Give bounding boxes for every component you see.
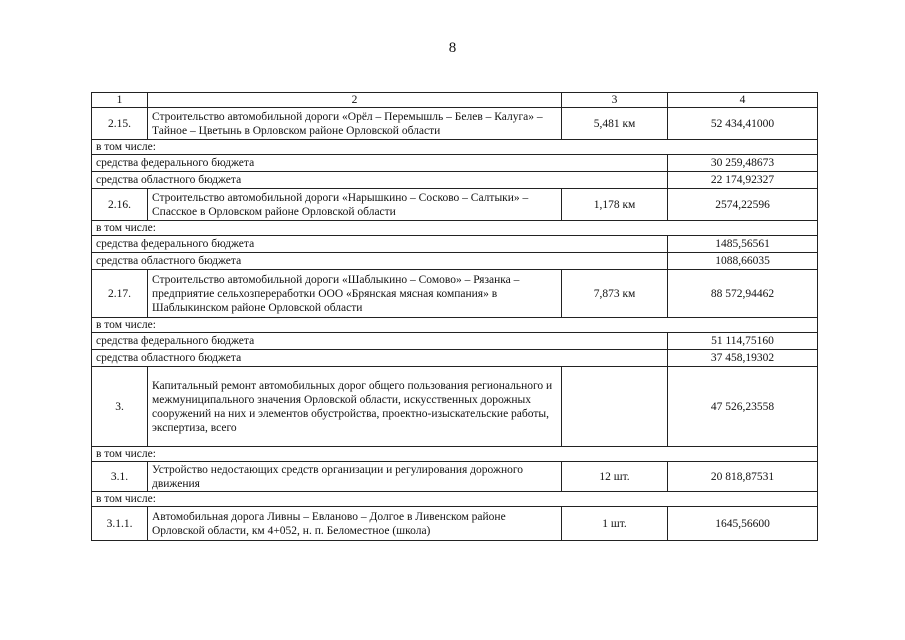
item-amount: 47 526,23558 — [668, 367, 818, 447]
item-quantity: 1,178 км — [562, 189, 668, 221]
item-amount: 88 572,94462 — [668, 270, 818, 318]
in-that-number-label: в том числе: — [92, 318, 818, 333]
funding-source-amount: 30 259,48673 — [668, 155, 818, 172]
column-header: 1 — [92, 93, 148, 108]
item-number: 2.15. — [92, 108, 148, 140]
subtotal-note-row — [92, 221, 818, 236]
funding-source-amount: 51 114,75160 — [668, 333, 818, 350]
item-row — [92, 462, 818, 492]
item-description: Строительство автомобильной дороги «Нарышкино – Сосково – Салтыки» – Спасское в Орловском районе Орловской области — [148, 189, 562, 221]
in-that-number-label: в том числе: — [92, 140, 818, 155]
item-quantity — [562, 367, 668, 447]
item-amount: 20 818,87531 — [668, 462, 818, 492]
funding-source-amount: 1485,56561 — [668, 236, 818, 253]
item-description: Строительство автомобильной дороги «Шаблыкино – Сомово» – Рязанка – предприятие сельхозпереработки ООО «Брянская мясная компания» в Шаблыкинском районе Орловской области — [148, 270, 562, 318]
item-quantity: 7,873 км — [562, 270, 668, 318]
item-quantity: 1 шт. — [562, 507, 668, 541]
funding-source-label: средства федерального бюджета — [92, 236, 668, 253]
item-amount: 1645,56600 — [668, 507, 818, 541]
item-description: Автомобильная дорога Ливны – Евланово – Долгое в Ливенском районе Орловской области, км 4+052, н. п. Беломестное (школа) — [148, 507, 562, 541]
item-amount: 52 434,41000 — [668, 108, 818, 140]
item-row — [92, 270, 818, 318]
in-that-number-label: в том числе: — [92, 492, 818, 507]
column-header: 2 — [148, 93, 562, 108]
funding-source-row — [92, 155, 818, 172]
item-description: Капитальный ремонт автомобильных дорог общего пользования регионального и межмуниципального значения Орловской области, искусственных дорожных сооружений на них и элементов обустройства, проектно-изыскательские работы, экспертиза, всего — [148, 367, 562, 447]
item-row — [92, 189, 818, 221]
funding-source-label: средства федерального бюджета — [92, 155, 668, 172]
in-that-number-label: в том числе: — [92, 447, 818, 462]
funding-source-label: средства областного бюджета — [92, 172, 668, 189]
column-header: 3 — [562, 93, 668, 108]
funding-source-label: средства областного бюджета — [92, 350, 668, 367]
item-description: Строительство автомобильной дороги «Орёл – Перемышль – Белев – Калуга» – Тайное – Цветынь в Орловском районе Орловской области — [148, 108, 562, 140]
funding-source-label: средства областного бюджета — [92, 253, 668, 270]
funding-source-row — [92, 253, 818, 270]
subtotal-note-row — [92, 492, 818, 507]
funding-source-row — [92, 236, 818, 253]
item-row — [92, 367, 818, 447]
item-quantity: 5,481 км — [562, 108, 668, 140]
funding-source-amount: 37 458,19302 — [668, 350, 818, 367]
item-quantity: 12 шт. — [562, 462, 668, 492]
item-number: 3.1. — [92, 462, 148, 492]
item-row — [92, 108, 818, 140]
subtotal-note-row — [92, 318, 818, 333]
funding-source-row — [92, 172, 818, 189]
item-description: Устройство недостающих средств организации и регулирования дорожного движения — [148, 462, 562, 492]
subtotal-note-row — [92, 140, 818, 155]
item-number: 2.16. — [92, 189, 148, 221]
column-header: 4 — [668, 93, 818, 108]
funding-source-row — [92, 333, 818, 350]
item-row — [92, 507, 818, 541]
table-header-row — [92, 93, 818, 108]
item-number: 3. — [92, 367, 148, 447]
page-number: 8 — [448, 40, 457, 56]
item-amount: 2574,22596 — [668, 189, 818, 221]
budget-table — [91, 92, 818, 541]
funding-source-row — [92, 350, 818, 367]
funding-source-label: средства федерального бюджета — [92, 333, 668, 350]
funding-source-amount: 22 174,92327 — [668, 172, 818, 189]
in-that-number-label: в том числе: — [92, 221, 818, 236]
subtotal-note-row — [92, 447, 818, 462]
funding-source-amount: 1088,66035 — [668, 253, 818, 270]
item-number: 2.17. — [92, 270, 148, 318]
item-number: 3.1.1. — [92, 507, 148, 541]
